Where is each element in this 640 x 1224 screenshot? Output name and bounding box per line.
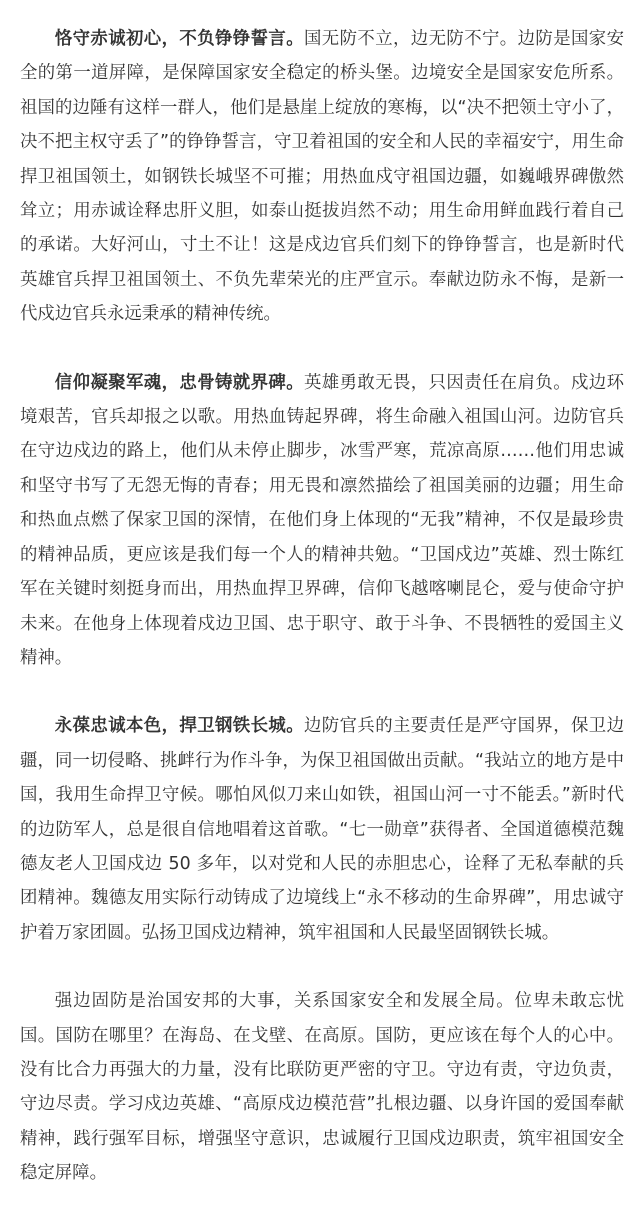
paragraph-2-body: 英雄勇敢无畏，只因责任在肩负。戍边环境艰苦，官兵却报之以歌。用热血铸起界碑，将生命融入祖国山河。边防官兵在守边戍边的路上，他们从未停止脚步，冰雪严寒，荒凉高原……他们用忠诚和坚守书写了无怨无悔的青春；用无畏和凛然描绘了祖国美丽的边疆；用生命和热血点燃了保家卫国的深情，在他们身上体现的“无我”精神，不仅是最珍贵的精神品质，更应该是我们每一个人的精神共勉。“卫国戍边”英雄、烈士陈红军在关键时刻挺身而出，用热血捍卫界碑，信仰飞越喀喇昆仑，爱与使命守护未来。在他身上体现着戍边卫国、忠于职守、敢于斗争、不畏牺牲的爱国主义精神。 xyxy=(20,372,624,668)
paragraph-3 xyxy=(20,709,624,950)
paragraph-1-lead: 恪守赤诚初心，不负铮铮誓言。 xyxy=(54,29,304,49)
paragraph-2-lead: 信仰凝聚军魂，忠骨铸就界碑。 xyxy=(54,372,304,393)
paragraph-2 xyxy=(20,366,624,676)
article xyxy=(20,22,624,1191)
paragraph-3-body: 边防官兵的主要责任是严守国界，保卫边疆，同一切侵略、挑衅行为作斗争，为保卫祖国做出贡献。“我站立的地方是中国，我用生命捍卫守候。哪怕风似刀来山如铁，祖国山河一寸不能丢。”新时代的边防军人，总是很自信地唱着这首歌。“七一勋章”获得者、全国道德模范魏德友老人卫国戍边 50 多年，以对党和人民的赤胆忠心，诠释了无私奉献的兵团精神。魏德友用实际行动铸成了边境线上“永不移动的生命界碑”，用忠诚守护着万家团圆。弘扬卫国戍边精神，筑牢祖国和人民最坚固钢铁长城。 xyxy=(20,716,624,943)
paragraph-4-body: 强边固防是治国安邦的大事，关系国家安全和发展全局。位卑未敢忘忧国。国防在哪里？在海岛、在戈壁、在高原。国防，更应该在每个人的心中。没有比合力再强大的力量，没有比联防更严密的守卫。守边有责，守边负责，守边尽责。学习戍边英雄、“高原戍边模范营”扎根边疆、以身许国的爱国奉献精神，践行强军目标，增强坚守意识，忠诚履行卫国戍边职责，筑牢祖国安全稳定屏障。 xyxy=(20,991,624,1184)
paragraph-3-lead: 永葆忠诚本色，捍卫钢铁长城。 xyxy=(54,716,304,737)
paragraph-1 xyxy=(20,22,624,332)
paragraph-1-body: 国无防不立，边无防不宁。边防是国家安全的第一道屏障，是保障国家安全稳定的桥头堡。边境安全是国家安危所系。祖国的边陲有这样一群人，他们是悬崖上绽放的寒梅，以“决不把领土守小了，决不把主权守丢了”的铮铮誓言，守卫着祖国的安全和人民的幸福安宁，用生命捍卫祖国领土，如钢铁长城坚不可摧；用热血戍守祖国边疆，如巍峨界碑傲然耸立；用赤诚诠释忠肝义胆，如泰山挺拔岿然不动；用生命用鲜血践行着自己的承诺。大好河山，寸土不让！这是戍边官兵们刻下的铮铮誓言，也是新时代英雄官兵捍卫祖国领土、不负先辈荣光的庄严宣示。奉献边防永不悔，是新一代戍边官兵永远秉承的精神传统。 xyxy=(20,29,624,325)
paragraph-4 xyxy=(20,984,624,1190)
